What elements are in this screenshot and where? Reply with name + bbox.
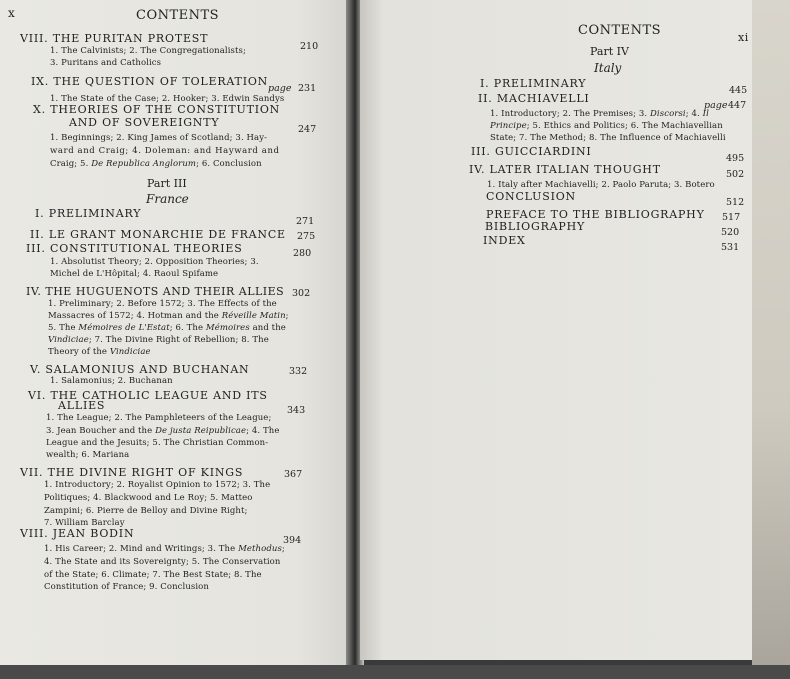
- toc-entry-divine-right[interactable]: VII. THE DIVINE RIGHT OF KINGS: [20, 466, 244, 479]
- toc-sub-league-1: 1. The League; 2. The Pamphleteers of the League;: [46, 413, 272, 423]
- right-contents-header: CONTENTS: [578, 23, 662, 38]
- toc-sub-puritan-2: 3. Puritans and Catholics: [50, 58, 162, 68]
- toc-page-367: 367: [284, 469, 303, 480]
- toc-entry-grant-monarchie[interactable]: II. LE GRANT MONARCHIE DE FRANCE: [30, 228, 286, 241]
- toc-page-394: 394: [283, 535, 302, 546]
- toc-entry-catholic-league-allies[interactable]: ALLIES: [58, 399, 106, 412]
- toc-sub-divine-1: 1. Introductory; 2. Royalist Opinion to 1572; 3. The: [44, 480, 271, 490]
- toc-page-343: 343: [287, 405, 306, 416]
- toc-sub-later-1: 1. Italy after Machiavelli; 2. Paolo Paruta; 3. Botero: [487, 180, 715, 190]
- toc-entry-later-italian[interactable]: IV. LATER ITALIAN THOUGHT: [469, 163, 661, 176]
- toc-sub-league-3: League and the Jesuits; 5. The Christian Common-: [46, 438, 269, 448]
- toc-sub-league-2: 3. Jean Boucher and the De justa Reipublicae; 4. The: [46, 426, 280, 436]
- toc-sub-bodin-4: Constitution of France; 9. Conclusion: [44, 582, 209, 592]
- toc-entry-bibliography[interactable]: BIBLIOGRAPHY: [485, 220, 586, 233]
- toc-entry-theories-constitution[interactable]: X. THEORIES OF THE CONSTITUTION: [33, 103, 281, 116]
- toc-entry-constitutional-theories[interactable]: III. CONSTITUTIONAL THEORIES: [26, 242, 243, 255]
- toc-entry-index[interactable]: INDEX: [483, 234, 526, 247]
- left-folio: x: [8, 6, 16, 20]
- toc-sub-divine-2: Politiques; 4. Blackwood and Le Roy; 5. Matteo: [44, 493, 253, 503]
- toc-page-247: 247: [298, 124, 317, 135]
- toc-entry-jean-bodin[interactable]: VIII. JEAN BODIN: [20, 527, 135, 540]
- toc-sub-puritan-1: 1. The Calvinists; 2. The Congregationalists;: [50, 46, 246, 56]
- toc-page-280: 280: [293, 248, 312, 259]
- toc-sub-const-2: Michel de L'Hôpital; 4. Raoul Spifame: [50, 269, 219, 279]
- toc-entry-theories-sovereignty[interactable]: AND OF SOVEREIGNTY: [69, 116, 220, 129]
- toc-page-231: 231: [298, 83, 317, 94]
- toc-sub-divine-3: Zampini; 6. Pierre de Belloy and Divine Right;: [44, 506, 248, 516]
- toc-page-271: 271: [296, 216, 315, 227]
- part-iv-label: Part IV: [590, 45, 629, 58]
- toc-sub-bodin-1: 1. His Career; 2. Mind and Writings; 3. The Methodus;: [44, 544, 285, 554]
- toc-page-517: 517: [722, 212, 741, 223]
- toc-sub-huguenots-3: 5. The Mémoires de L'Estat; 6. The Mémoires and the: [48, 323, 286, 333]
- page-edge: [752, 0, 790, 679]
- toc-sub-huguenots-2: Massacres of 1572; 4. Hotman and the Réveille Matin;: [48, 311, 289, 321]
- toc-entry-catholic-league[interactable]: VI. THE CATHOLIC LEAGUE AND ITS: [28, 389, 268, 402]
- toc-sub-const-1: 1. Absolutist Theory; 2. Opposition Theories; 3.: [50, 257, 259, 267]
- toc-sub-huguenots-1: 1. Preliminary; 2. Before 1572; 3. The Effects of the: [48, 299, 277, 309]
- toc-sub-bodin-3: of the State; 6. Climate; 7. The Best State; 8. The: [44, 570, 262, 580]
- toc-entry-preface-bibliography[interactable]: PREFACE TO THE BIBLIOGRAPHY: [486, 208, 705, 221]
- toc-entry-france-preliminary[interactable]: I. PRELIMINARY: [35, 207, 142, 220]
- toc-page-332: 332: [289, 366, 308, 377]
- toc-page-word-right: page: [704, 100, 728, 111]
- toc-entry-guicciardini[interactable]: III. GUICCIARDINI: [471, 145, 592, 158]
- toc-entry-conclusion[interactable]: CONCLUSION: [486, 190, 576, 203]
- toc-page-495: 495: [726, 153, 745, 164]
- toc-sub-toleration-1: 1. The State of the Case; 2. Hooker; 3. Edwin Sandys: [50, 94, 285, 104]
- toc-sub-huguenots-4: Vindiciae; 7. The Divine Right of Rebellion; 8. The: [48, 335, 269, 345]
- toc-entry-toleration[interactable]: IX. THE QUESTION OF TOLERATION: [31, 75, 269, 88]
- toc-sub-salamonius-1: 1. Salamonius; 2. Buchanan: [50, 376, 173, 386]
- toc-page-445: 445: [729, 85, 748, 96]
- right-folio: xi: [738, 31, 749, 44]
- toc-page-302: 302: [292, 288, 311, 299]
- part-iii-country: France: [146, 192, 189, 206]
- toc-page-531: 531: [721, 242, 740, 253]
- right-page: [360, 0, 752, 660]
- table-surface: [0, 665, 790, 679]
- toc-sub-machiavelli-2: Principe; 5. Ethics and Politics; 6. The Machiavellian: [490, 121, 723, 131]
- left-page: [0, 0, 350, 665]
- toc-page-210: 210: [300, 41, 319, 52]
- toc-page-word: page: [268, 83, 292, 94]
- toc-entry-italy-preliminary[interactable]: I. PRELIMINARY: [480, 77, 587, 90]
- part-iv-country: Italy: [594, 61, 622, 75]
- toc-sub-league-4: wealth; 6. Mariana: [46, 450, 130, 460]
- toc-page-502: 502: [726, 169, 745, 180]
- left-contents-header: CONTENTS: [136, 8, 220, 23]
- toc-sub-theories-3: Craig; 5. De Republica Anglorum; 6. Conclusion: [50, 159, 262, 169]
- toc-sub-huguenots-5: Theory of the Vindiciae: [48, 347, 151, 357]
- toc-page-447: 447: [728, 100, 747, 111]
- toc-page-275: 275: [297, 231, 316, 242]
- toc-sub-theories-2: ward and Craig; 4. Doleman: and Hayward and: [50, 146, 280, 156]
- toc-sub-theories-1: 1. Beginnings; 2. King James of Scotland; 3. Hay-: [50, 133, 268, 143]
- toc-entry-puritan-protest[interactable]: VIII. THE PURITAN PROTEST: [20, 32, 209, 45]
- toc-sub-machiavelli-3: State; 7. The Method; 8. The Influence of Machiavelli: [490, 133, 726, 143]
- toc-entry-huguenots[interactable]: IV. THE HUGUENOTS AND THEIR ALLIES: [26, 285, 285, 298]
- toc-page-512: 512: [726, 197, 745, 208]
- toc-sub-bodin-2: 4. The State and its Sovereignty; 5. The Conservation: [44, 557, 281, 567]
- toc-sub-machiavelli-1: 1. Introductory; 2. The Premises; 3. Discorsi; 4. Il: [490, 109, 709, 119]
- toc-entry-machiavelli[interactable]: II. MACHIAVELLI: [478, 92, 590, 105]
- toc-sub-divine-4: 7. William Barclay: [44, 518, 125, 528]
- part-iii-label: Part III: [147, 177, 187, 190]
- toc-page-520: 520: [721, 227, 740, 238]
- toc-entry-salamonius[interactable]: V. SALAMONIUS AND BUCHANAN: [30, 363, 250, 376]
